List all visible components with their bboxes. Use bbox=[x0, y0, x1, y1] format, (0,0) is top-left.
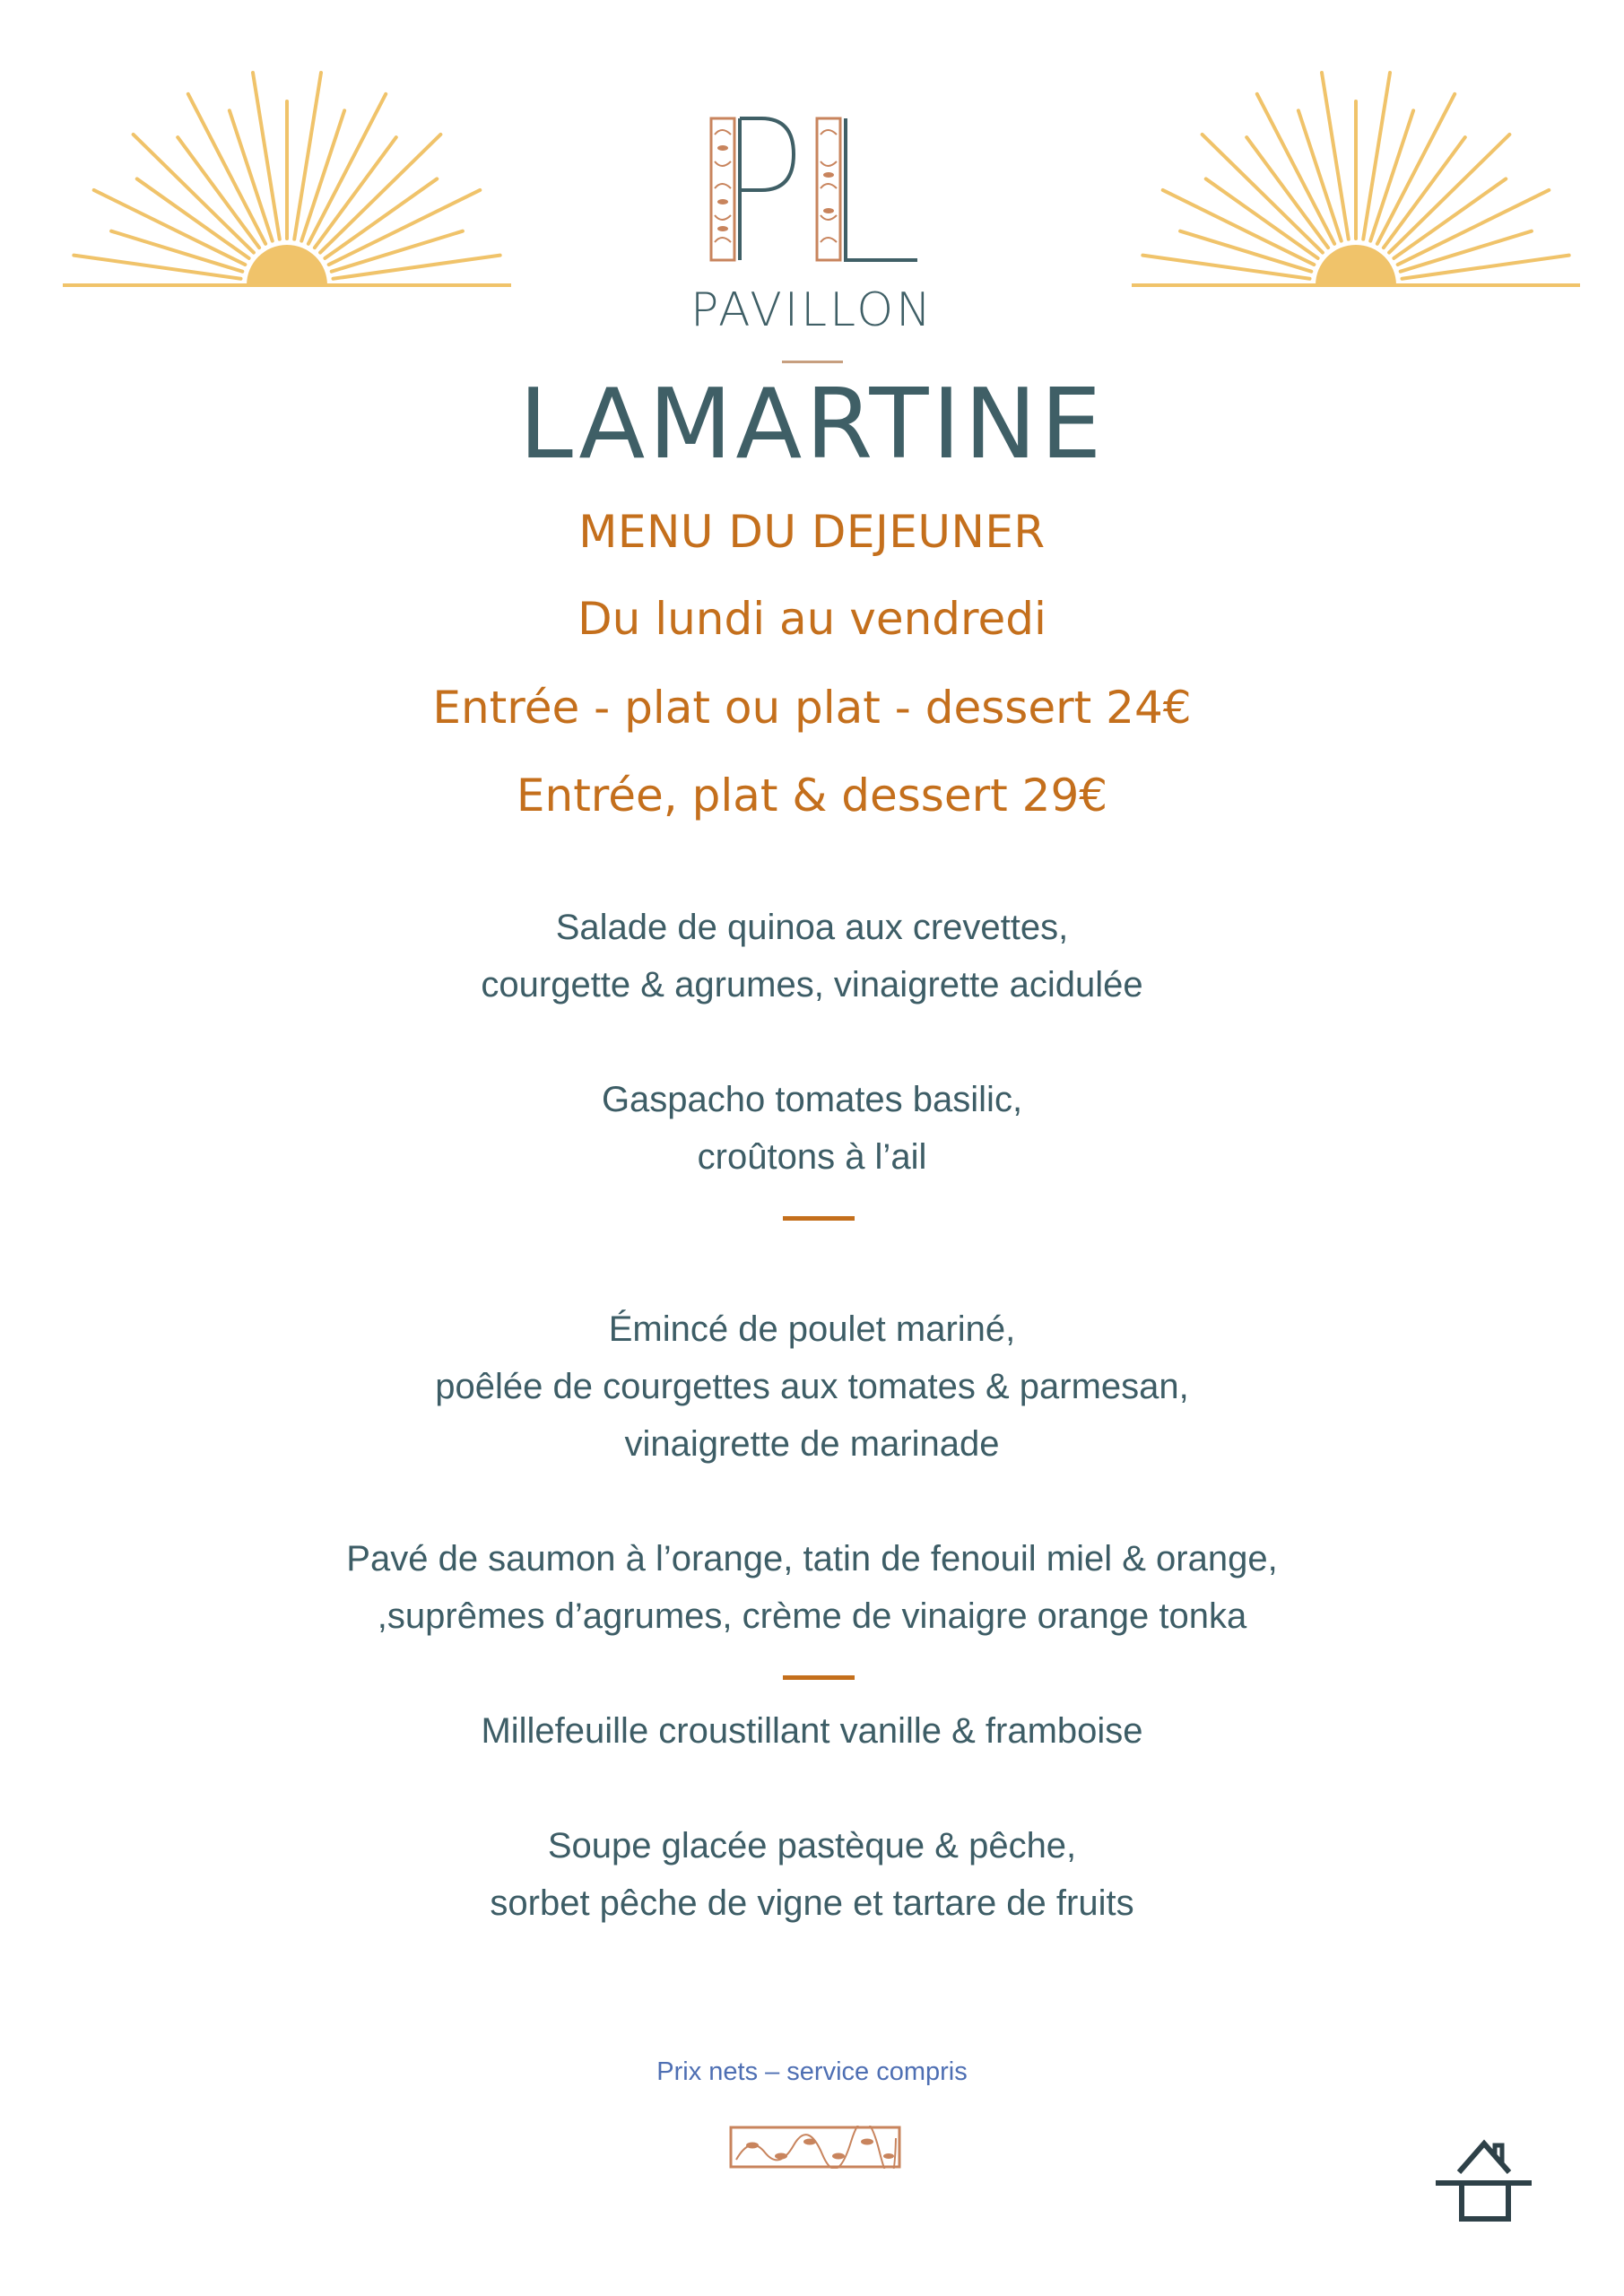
menu-title: MENU DU DEJEUNER bbox=[578, 506, 1046, 558]
brand-name-main: LAMARTINE bbox=[518, 369, 1106, 481]
pl-monogram-logo bbox=[704, 108, 928, 269]
menu-days: Du lundi au vendredi bbox=[578, 593, 1046, 645]
dish-line: Pavé de saumon à l’orange, tatin de fenouil miel & orange, bbox=[346, 1539, 1278, 1578]
brand-name-top: PAVILLON bbox=[690, 283, 934, 337]
brand-divider bbox=[782, 361, 843, 363]
dish-line: Millefeuille croustillant vanille & framboise bbox=[481, 1711, 1143, 1751]
dish-line: sorbet pêche de vigne et tartare de fruits bbox=[490, 1883, 1134, 1923]
house-icon bbox=[1432, 2126, 1535, 2224]
price-option-2: Entrée, plat & dessert 29€ bbox=[516, 770, 1108, 822]
price-note: Prix nets – service compris bbox=[656, 2057, 968, 2086]
dish-entree-2 bbox=[0, 1071, 1624, 1186]
dish-plat-1 bbox=[0, 1300, 1624, 1473]
section-separator bbox=[783, 1216, 855, 1221]
section-separator bbox=[783, 1675, 855, 1680]
dish-line: Soupe glacée pastèque & pêche, bbox=[547, 1826, 1077, 1866]
dish-line: ,suprêmes d’agrumes, crème de vinaigre orange tonka bbox=[377, 1596, 1247, 1636]
leaf-pattern-icon bbox=[729, 2126, 901, 2169]
sunburst-icon bbox=[1132, 54, 1580, 296]
sunburst-icon bbox=[63, 54, 511, 296]
dishes-list bbox=[0, 899, 1624, 1932]
dish-line: vinaigrette de marinade bbox=[624, 1424, 1000, 1464]
dish-line: croûtons à l’ail bbox=[697, 1137, 927, 1177]
dish-line: poêlée de courgettes aux tomates & parmesan, bbox=[435, 1367, 1189, 1406]
dish-plat-2 bbox=[0, 1530, 1624, 1645]
dish-line: Émincé de poulet mariné, bbox=[608, 1309, 1016, 1349]
dish-line: courgette & agrumes, vinaigrette acidulée bbox=[481, 965, 1143, 1004]
dish-entree-1 bbox=[0, 899, 1624, 1013]
dish-dessert-2 bbox=[0, 1817, 1624, 1932]
dish-line: Gaspacho tomates basilic, bbox=[601, 1080, 1023, 1119]
dish-line: Salade de quinoa aux crevettes, bbox=[555, 908, 1069, 947]
price-option-1: Entrée - plat ou plat - dessert 24€ bbox=[432, 682, 1192, 734]
dish-dessert-1 bbox=[0, 1702, 1624, 1760]
